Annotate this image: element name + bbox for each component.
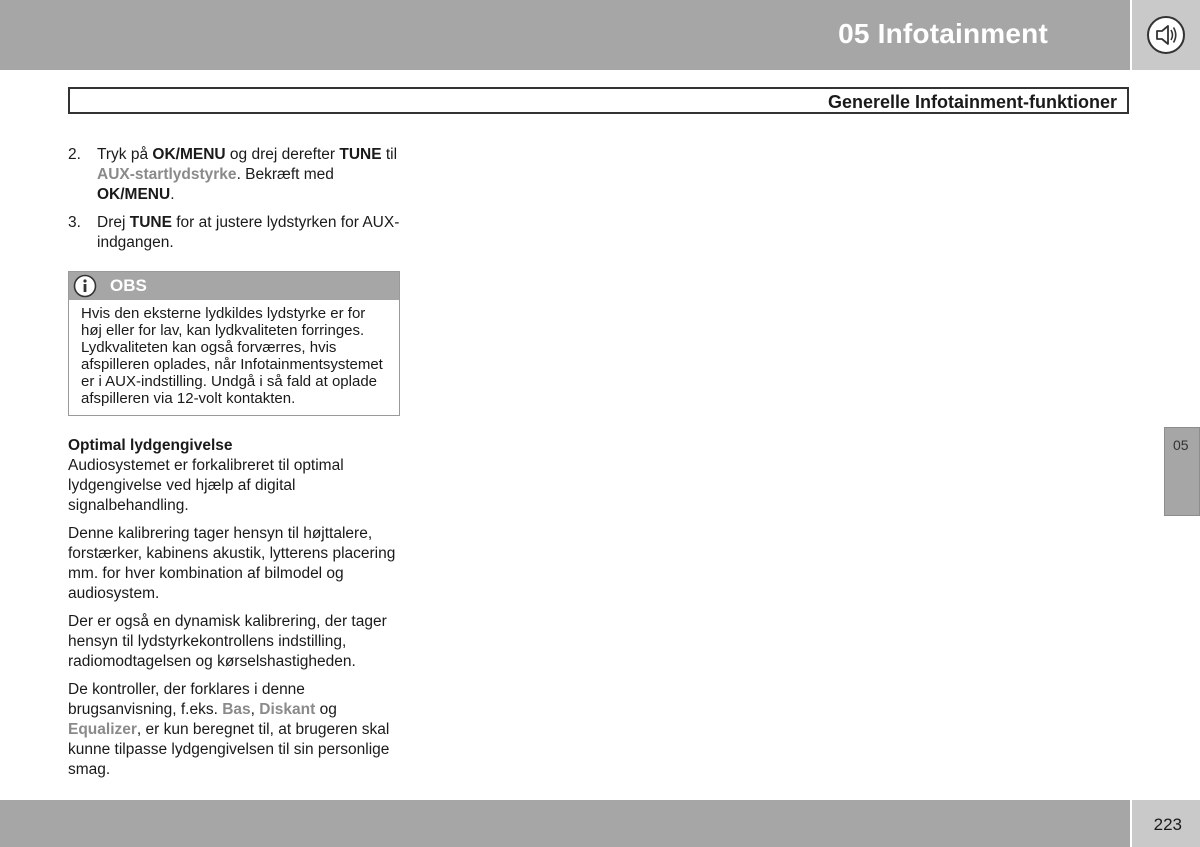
step-2 (68, 145, 400, 205)
paragraph: Der er også en dynamisk kalibrering, der tager hensyn til lydstyrkekontrollens indstilling, radiomodtagelsen og kørselshastigheden. (68, 613, 387, 670)
menu-ref-bas: Bas (222, 701, 251, 718)
text-run: , er kun beregnet til, at brugeren skal kunne tilpasse lydgengivelsen til sin personlige smag. (68, 721, 390, 778)
text-run: for at justere lydstyrken for AUX-indgangen. (97, 214, 400, 251)
text-run: De kontroller, der forklares i denne brugsanvisning, f.eks. (68, 681, 305, 718)
menu-ref-diskant: Diskant (259, 701, 316, 718)
text-run: Tryk på (97, 146, 153, 163)
button-ref-tune: TUNE (129, 214, 172, 231)
step-text (97, 213, 400, 253)
step-text (97, 145, 400, 205)
text-run: til (381, 146, 398, 163)
section-heading: Optimal lydgengivelse (68, 437, 233, 454)
page-number: 223 (1153, 815, 1182, 834)
button-ref-okmenu: OK/MENU (152, 146, 226, 163)
note-text: Hvis den eksterne lydkildes lydstyrke er for høj eller for lav, kan lydkvaliteten forringes. Lydkvaliteten kan også forværres, hvis afspilleren oplades, når Infotainmentsystemet er i AUX-indstilling. Undgå i så fald at oplade afspilleren via 12-volt kontakten. (81, 305, 383, 407)
step-number: 3. (68, 214, 81, 231)
chapter-icon-box (1132, 0, 1200, 70)
note-header (69, 272, 399, 300)
text-run: . (170, 186, 175, 203)
step-number: 2. (68, 146, 81, 163)
text-run: og drej derefter (225, 146, 340, 163)
menu-ref-aux-startlydstyrke: AUX-startlydstyrke (97, 166, 237, 183)
footer-bar (0, 800, 1130, 847)
info-icon (73, 274, 97, 298)
note-title: OBS (110, 276, 147, 295)
chapter-header-bar (0, 0, 1130, 70)
section-title-box (68, 87, 1129, 114)
chapter-title: 05 Infotainment (838, 18, 1048, 49)
button-ref-okmenu: OK/MENU (97, 186, 171, 203)
paragraph: Audiosystemet er forkalibreret til optimal lydgengivelse ved hjælp af digital signalbehandling. (68, 457, 344, 514)
text-run: og (315, 701, 337, 718)
text-run: . Bekræft med (236, 166, 334, 183)
main-column (68, 145, 400, 788)
section-title: Generelle Infotainment-funktioner (827, 92, 1117, 112)
step-3 (68, 213, 400, 253)
text-run: , (250, 701, 260, 718)
paragraph: Denne kalibrering tager hensyn til højttalere, forstærker, kabinens akustik, lytterens placering mm. for hver kombination af bilmodel og audiosystem. (68, 525, 396, 602)
side-tab-label: 05 (1173, 437, 1189, 453)
button-ref-tune: TUNE (339, 146, 382, 163)
note-box (68, 271, 400, 416)
page-number-box (1132, 800, 1200, 847)
speaker-icon (1146, 15, 1186, 55)
paragraph (68, 680, 400, 780)
text-run: Drej (97, 214, 130, 231)
menu-ref-equalizer: Equalizer (68, 721, 137, 738)
chapter-side-tab (1164, 427, 1200, 516)
